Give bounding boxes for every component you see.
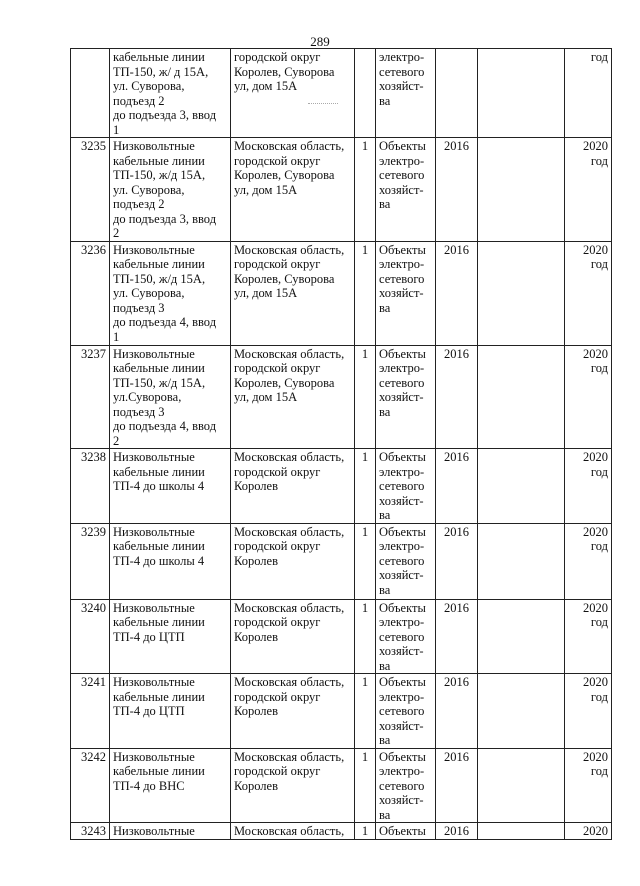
commission-year: 2016 bbox=[436, 674, 478, 749]
object-name: Низковольтные bbox=[110, 823, 231, 840]
page-number: 289 bbox=[310, 34, 330, 49]
registry-table bbox=[70, 48, 612, 840]
term-year: 2020 год bbox=[565, 599, 612, 674]
row-number: 3236 bbox=[71, 241, 110, 345]
table-row bbox=[71, 599, 612, 674]
object-count: 1 bbox=[355, 674, 376, 749]
commission-year: 2016 bbox=[436, 823, 478, 840]
row-number: 3243 bbox=[71, 823, 110, 840]
empty-cell bbox=[478, 823, 565, 840]
object-name: Низковольтные кабельные линии ТП-150, ж/д 15А, ул. Суворова, подъезд 3 до подъезда 4, ввод 1 bbox=[110, 241, 231, 345]
empty-cell bbox=[478, 523, 565, 599]
empty-cell bbox=[478, 674, 565, 749]
object-type: Объекты электро- сетевого хозяйст- ва bbox=[376, 523, 436, 599]
object-count: 1 bbox=[355, 138, 376, 242]
row-number: 3239 bbox=[71, 523, 110, 599]
object-count: 1 bbox=[355, 345, 376, 449]
object-type: Объекты электро- сетевого хозяйст- ва bbox=[376, 599, 436, 674]
term-year: 2020 год bbox=[565, 138, 612, 242]
term-year: 2020 год bbox=[565, 674, 612, 749]
commission-year: 2016 bbox=[436, 345, 478, 449]
object-type: Объекты электро- сетевого хозяйст- ва bbox=[376, 241, 436, 345]
object-name: Низковольтные кабельные линии ТП-150, ж/д 15А, ул.Суворова, подъезд 3 до подъезда 4, ввод 2 bbox=[110, 345, 231, 449]
row-number: 3240 bbox=[71, 599, 110, 674]
table-row bbox=[71, 449, 612, 524]
empty-cell bbox=[478, 449, 565, 524]
empty-cell bbox=[478, 748, 565, 823]
object-name: Низковольтные кабельные линии ТП-4 до школы 4 bbox=[110, 523, 231, 599]
row-number: 3237 bbox=[71, 345, 110, 449]
object-type: Объекты bbox=[376, 823, 436, 840]
object-count bbox=[355, 49, 376, 138]
object-count: 1 bbox=[355, 748, 376, 823]
object-address: Московская область, городской округ Королев bbox=[231, 748, 355, 823]
commission-year: 2016 bbox=[436, 449, 478, 524]
object-address: Московская область, bbox=[231, 823, 355, 840]
row-number: 3238 bbox=[71, 449, 110, 524]
object-type: электро- сетевого хозяйст- ва bbox=[376, 49, 436, 138]
object-address: городской округ Королев, Суворова ул, дом 15А bbox=[231, 49, 355, 138]
object-name: Низковольтные кабельные линии ТП-4 до ЦТП bbox=[110, 674, 231, 749]
object-type: Объекты электро- сетевого хозяйст- ва bbox=[376, 449, 436, 524]
term-year: 2020 год bbox=[565, 345, 612, 449]
object-name: Низковольтные кабельные линии ТП-4 до ЦТП bbox=[110, 599, 231, 674]
object-count: 1 bbox=[355, 449, 376, 524]
object-type: Объекты электро- сетевого хозяйст- ва bbox=[376, 345, 436, 449]
table-row bbox=[71, 138, 612, 242]
row-number: 3235 bbox=[71, 138, 110, 242]
object-type: Объекты электро- сетевого хозяйст- ва bbox=[376, 138, 436, 242]
object-count: 1 bbox=[355, 599, 376, 674]
term-year: год bbox=[565, 49, 612, 138]
table-row bbox=[71, 523, 612, 599]
commission-year: 2016 bbox=[436, 241, 478, 345]
object-name: Низковольтные кабельные линии ТП-4 до ВНС bbox=[110, 748, 231, 823]
object-address: Московская область, городской округ Королев, Суворова ул, дом 15А bbox=[231, 241, 355, 345]
object-type: Объекты электро- сетевого хозяйст- ва bbox=[376, 748, 436, 823]
object-address: Московская область, городской округ Королев bbox=[231, 523, 355, 599]
object-type: Объекты электро- сетевого хозяйст- ва bbox=[376, 674, 436, 749]
term-year: 2020 год bbox=[565, 241, 612, 345]
object-address: Московская область, городской округ Королев, Суворова ул, дом 15А bbox=[231, 138, 355, 242]
table-row bbox=[71, 241, 612, 345]
object-address: Московская область, городской округ Королев bbox=[231, 449, 355, 524]
empty-cell bbox=[478, 138, 565, 242]
term-year: 2020 год bbox=[565, 449, 612, 524]
table-row bbox=[71, 674, 612, 749]
term-year: 2020 год bbox=[565, 748, 612, 823]
object-address: Московская область, городской округ Королев bbox=[231, 674, 355, 749]
object-count: 1 bbox=[355, 241, 376, 345]
empty-cell bbox=[478, 345, 565, 449]
commission-year: 2016 bbox=[436, 523, 478, 599]
table-row bbox=[71, 49, 612, 138]
commission-year: 2016 bbox=[436, 138, 478, 242]
row-number bbox=[71, 49, 110, 138]
object-count: 1 bbox=[355, 823, 376, 840]
object-address: Московская область, городской округ Королев bbox=[231, 599, 355, 674]
object-address: Московская область, городской округ Королев, Суворова ул, дом 15А bbox=[231, 345, 355, 449]
row-number: 3241 bbox=[71, 674, 110, 749]
table-row bbox=[71, 345, 612, 449]
term-year: 2020 год bbox=[565, 523, 612, 599]
scan-artifact-dots bbox=[308, 103, 338, 106]
commission-year: 2016 bbox=[436, 599, 478, 674]
empty-cell bbox=[478, 241, 565, 345]
object-count: 1 bbox=[355, 523, 376, 599]
commission-year: 2016 bbox=[436, 748, 478, 823]
row-number: 3242 bbox=[71, 748, 110, 823]
term-year: 2020 bbox=[565, 823, 612, 840]
object-name: кабельные линии ТП-150, ж/ д 15А, ул. Суворова, подъезд 2 до подъезда 3, ввод 1 bbox=[110, 49, 231, 138]
empty-cell bbox=[478, 599, 565, 674]
object-name: Низковольтные кабельные линии ТП-4 до школы 4 bbox=[110, 449, 231, 524]
object-name: Низковольтные кабельные линии ТП-150, ж/д 15А, ул. Суворова, подъезд 2 до подъезда 3, ввод 2 bbox=[110, 138, 231, 242]
empty-cell bbox=[478, 49, 565, 138]
table-row bbox=[71, 823, 612, 840]
table-row bbox=[71, 748, 612, 823]
commission-year bbox=[436, 49, 478, 138]
